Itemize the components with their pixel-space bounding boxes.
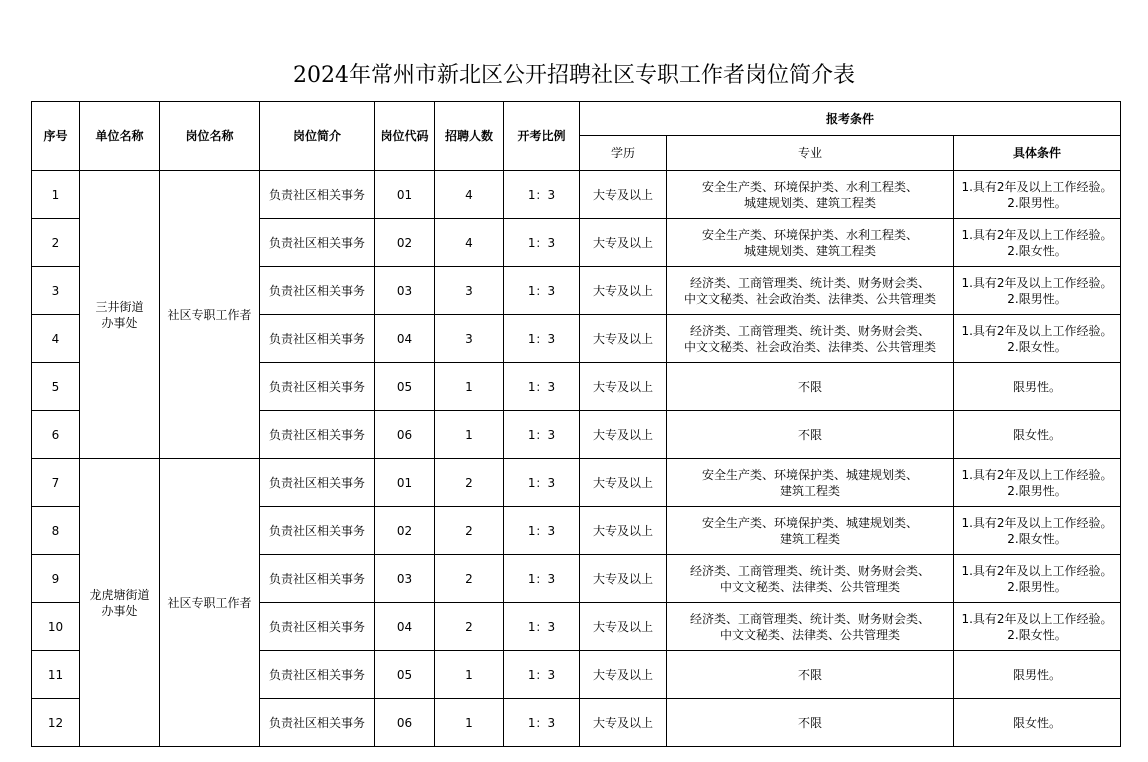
cell-education: 大专及以上 (580, 411, 667, 459)
cell-specific (954, 459, 1121, 507)
cell-seq: 1 (32, 171, 80, 219)
cell-post-intro: 负责社区相关事务 (260, 699, 375, 747)
cell-unit (80, 459, 160, 747)
cell-seq: 6 (32, 411, 80, 459)
cell-major-line: 安全生产类、环境保护类、水利工程类、 (701, 179, 918, 194)
cell-major (667, 363, 954, 411)
positions-table (31, 101, 1121, 747)
page-title: 2024年常州市新北区公开招聘社区专职工作者岗位简介表 (293, 63, 855, 88)
cell-specific-line: 1.具有2年及以上工作经验。 (961, 611, 1113, 626)
cell-specific (954, 363, 1121, 411)
cell-major (667, 171, 954, 219)
cell-unit-line: 办事处 (101, 603, 138, 618)
cell-major-line: 不限 (797, 715, 822, 730)
cell-ratio: 1：3 (504, 555, 580, 603)
cell-major-line: 中文文秘类、法律类、公共管理类 (719, 627, 900, 642)
cell-post-intro: 负责社区相关事务 (260, 411, 375, 459)
cell-recruit-num: 2 (435, 603, 504, 651)
cell-specific-line: 1.具有2年及以上工作经验。 (961, 227, 1113, 242)
header-row-top (32, 102, 1121, 136)
cell-specific-line: 限女性。 (1013, 715, 1062, 730)
cell-education: 大专及以上 (580, 267, 667, 315)
cell-post-code: 02 (375, 219, 435, 267)
cell-specific (954, 651, 1121, 699)
cell-recruit-num: 3 (435, 267, 504, 315)
header-major: 专业 (667, 136, 954, 171)
cell-specific-line: 1.具有2年及以上工作经验。 (961, 515, 1113, 530)
table-row (32, 459, 1121, 507)
cell-major-line: 经济类、工商管理类、统计类、财务财会类、 (689, 275, 930, 290)
cell-major-line: 建筑工程类 (779, 531, 840, 546)
cell-post-code: 03 (375, 555, 435, 603)
cell-recruit-num: 4 (435, 171, 504, 219)
cell-major-line: 不限 (797, 379, 822, 394)
header-post-code: 岗位代码 (375, 102, 435, 171)
cell-seq: 2 (32, 219, 80, 267)
cell-major-line: 中文文秘类、法律类、公共管理类 (719, 579, 900, 594)
cell-seq: 10 (32, 603, 80, 651)
cell-major-line: 中文文秘类、社会政治类、法律类、公共管理类 (683, 291, 936, 306)
cell-specific (954, 603, 1121, 651)
cell-major (667, 603, 954, 651)
cell-major-line: 经济类、工商管理类、统计类、财务财会类、 (689, 563, 930, 578)
cell-major (667, 555, 954, 603)
cell-specific-line: 限男性。 (1013, 667, 1062, 682)
cell-specific (954, 315, 1121, 363)
cell-specific-line: 1.具有2年及以上工作经验。 (961, 179, 1113, 194)
cell-specific (954, 411, 1121, 459)
cell-major-line: 建筑工程类 (779, 483, 840, 498)
cell-recruit-num: 2 (435, 507, 504, 555)
cell-specific-line: 2.限女性。 (1007, 627, 1067, 642)
cell-recruit-num: 3 (435, 315, 504, 363)
cell-major (667, 651, 954, 699)
cell-education: 大专及以上 (580, 651, 667, 699)
cell-specific (954, 219, 1121, 267)
cell-major-line: 不限 (797, 427, 822, 442)
cell-ratio: 1：3 (504, 603, 580, 651)
cell-post-intro: 负责社区相关事务 (260, 507, 375, 555)
cell-education: 大专及以上 (580, 219, 667, 267)
cell-recruit-num: 2 (435, 555, 504, 603)
cell-ratio: 1：3 (504, 363, 580, 411)
header-unit: 单位名称 (80, 102, 160, 171)
cell-major-line: 中文文秘类、社会政治类、法律类、公共管理类 (683, 339, 936, 354)
cell-ratio: 1：3 (504, 219, 580, 267)
cell-post-code: 05 (375, 651, 435, 699)
table-row (32, 171, 1121, 219)
cell-major-line: 安全生产类、环境保护类、水利工程类、 (701, 227, 918, 242)
cell-specific-line: 限女性。 (1013, 427, 1062, 442)
cell-major (667, 507, 954, 555)
header-seq: 序号 (32, 102, 80, 171)
cell-specific (954, 555, 1121, 603)
cell-major-line: 经济类、工商管理类、统计类、财务财会类、 (689, 611, 930, 626)
cell-seq: 3 (32, 267, 80, 315)
cell-specific-line: 1.具有2年及以上工作经验。 (961, 563, 1113, 578)
cell-specific (954, 699, 1121, 747)
cell-education: 大专及以上 (580, 459, 667, 507)
cell-post-name: 社区专职工作者 (160, 459, 260, 747)
cell-specific (954, 171, 1121, 219)
cell-education: 大专及以上 (580, 507, 667, 555)
cell-ratio: 1：3 (504, 171, 580, 219)
cell-specific-line: 1.具有2年及以上工作经验。 (961, 275, 1113, 290)
cell-education: 大专及以上 (580, 603, 667, 651)
cell-specific-line: 2.限男性。 (1007, 579, 1067, 594)
cell-specific-line: 2.限女性。 (1007, 243, 1067, 258)
cell-education: 大专及以上 (580, 699, 667, 747)
cell-seq: 11 (32, 651, 80, 699)
cell-ratio: 1：3 (504, 507, 580, 555)
cell-unit-line: 办事处 (101, 315, 138, 330)
cell-major-line: 城建规划类、建筑工程类 (743, 243, 876, 258)
cell-specific (954, 507, 1121, 555)
cell-post-intro: 负责社区相关事务 (260, 603, 375, 651)
cell-major (667, 219, 954, 267)
cell-unit-line: 龙虎塘街道 (89, 587, 150, 602)
cell-specific-line: 2.限男性。 (1007, 483, 1067, 498)
cell-ratio: 1：3 (504, 267, 580, 315)
cell-seq: 4 (32, 315, 80, 363)
cell-specific (954, 267, 1121, 315)
cell-specific-line: 1.具有2年及以上工作经验。 (961, 467, 1113, 482)
cell-ratio: 1：3 (504, 699, 580, 747)
cell-post-code: 03 (375, 267, 435, 315)
cell-ratio: 1：3 (504, 411, 580, 459)
header-post-intro: 岗位简介 (260, 102, 375, 171)
cell-post-intro: 负责社区相关事务 (260, 651, 375, 699)
cell-major-line: 城建规划类、建筑工程类 (743, 195, 876, 210)
cell-major (667, 315, 954, 363)
cell-post-code: 05 (375, 363, 435, 411)
cell-post-code: 01 (375, 459, 435, 507)
cell-ratio: 1：3 (504, 651, 580, 699)
cell-seq: 5 (32, 363, 80, 411)
header-conditions: 报考条件 (580, 102, 1121, 136)
cell-seq: 7 (32, 459, 80, 507)
cell-ratio: 1：3 (504, 315, 580, 363)
cell-seq: 12 (32, 699, 80, 747)
cell-post-intro: 负责社区相关事务 (260, 267, 375, 315)
cell-major (667, 459, 954, 507)
cell-ratio: 1：3 (504, 459, 580, 507)
cell-major (667, 267, 954, 315)
cell-specific-line: 限男性。 (1013, 379, 1062, 394)
cell-specific-line: 2.限女性。 (1007, 531, 1067, 546)
cell-post-code: 06 (375, 411, 435, 459)
cell-post-code: 02 (375, 507, 435, 555)
header-education: 学历 (580, 136, 667, 171)
cell-post-name: 社区专职工作者 (160, 171, 260, 459)
cell-seq: 9 (32, 555, 80, 603)
cell-recruit-num: 1 (435, 651, 504, 699)
cell-education: 大专及以上 (580, 555, 667, 603)
cell-recruit-num: 1 (435, 699, 504, 747)
cell-specific-line: 2.限男性。 (1007, 195, 1067, 210)
cell-major (667, 411, 954, 459)
cell-major-line: 安全生产类、环境保护类、城建规划类、 (701, 515, 918, 530)
cell-post-code: 04 (375, 603, 435, 651)
cell-education: 大专及以上 (580, 363, 667, 411)
cell-education: 大专及以上 (580, 171, 667, 219)
cell-education: 大专及以上 (580, 315, 667, 363)
cell-unit-line: 三井街道 (95, 299, 144, 314)
header-post-name: 岗位名称 (160, 102, 260, 171)
cell-post-code: 01 (375, 171, 435, 219)
header-recruit-num: 招聘人数 (435, 102, 504, 171)
cell-major-line: 不限 (797, 667, 822, 682)
header-ratio: 开考比例 (504, 102, 580, 171)
header-specific: 具体条件 (954, 136, 1121, 171)
cell-post-intro: 负责社区相关事务 (260, 363, 375, 411)
cell-seq: 8 (32, 507, 80, 555)
cell-major-line: 安全生产类、环境保护类、城建规划类、 (701, 467, 918, 482)
cell-specific-line: 2.限女性。 (1007, 339, 1067, 354)
cell-post-intro: 负责社区相关事务 (260, 219, 375, 267)
cell-major-line: 经济类、工商管理类、统计类、财务财会类、 (689, 323, 930, 338)
cell-post-intro: 负责社区相关事务 (260, 555, 375, 603)
cell-specific-line: 1.具有2年及以上工作经验。 (961, 323, 1113, 338)
cell-recruit-num: 4 (435, 219, 504, 267)
cell-post-intro: 负责社区相关事务 (260, 459, 375, 507)
cell-post-code: 04 (375, 315, 435, 363)
cell-unit (80, 171, 160, 459)
cell-recruit-num: 1 (435, 363, 504, 411)
cell-major (667, 699, 954, 747)
cell-post-intro: 负责社区相关事务 (260, 315, 375, 363)
cell-recruit-num: 1 (435, 411, 504, 459)
cell-recruit-num: 2 (435, 459, 504, 507)
cell-post-code: 06 (375, 699, 435, 747)
cell-specific-line: 2.限男性。 (1007, 291, 1067, 306)
cell-post-intro: 负责社区相关事务 (260, 171, 375, 219)
